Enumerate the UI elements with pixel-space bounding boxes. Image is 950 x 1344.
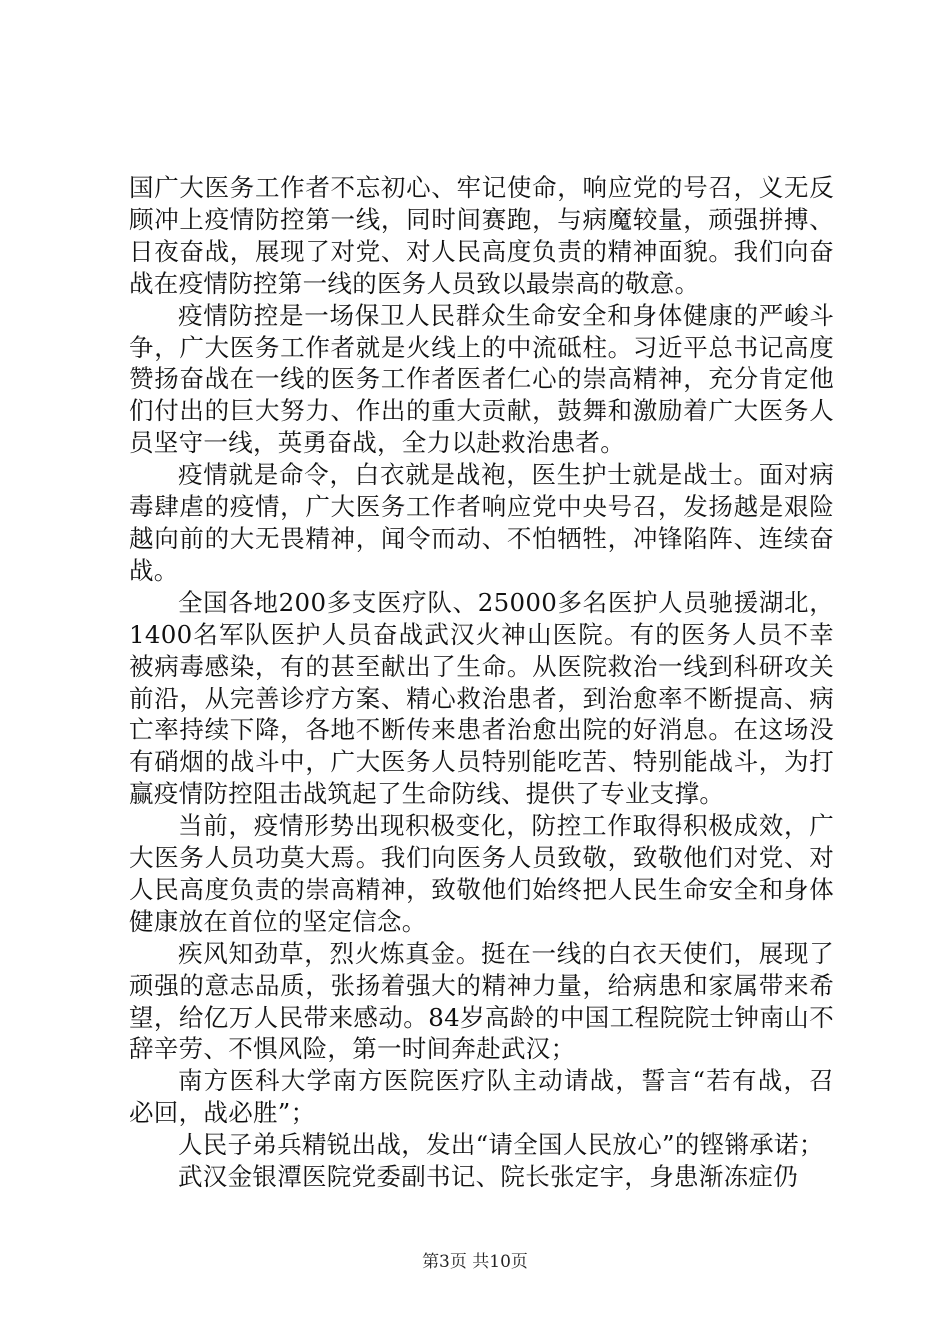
paragraph-9: 武汉金银潭医院党委副书记、院长张定宇，身患渐冻症仍 <box>178 1162 798 1192</box>
paragraph-2: 疫情防控是一场保卫人民群众生命安全和身体健康的严峻斗争，广大医务工作者就是火线上的中流砥柱。习近平总书记高度赞扬奋战在一线的医务工作者医者仁心的崇高精神，充分肯定他们付出的巨大努力、作出的重大贡献，鼓舞和激励着广大医务人员坚守一线，英勇奋战，全力以赴救治患者。 <box>129 300 834 458</box>
page-footer <box>0 1251 950 1273</box>
paragraph-7: 南方医科大学南方医院医疗队主动请战，誓言“若有战，召必回，战必胜”； <box>129 1066 834 1128</box>
paragraph-6: 疾风知劲草，烈火炼真金。挺在一线的白衣天使们，展现了顽强的意志品质，张扬着强大的精神力量，给病患和家属带来希望，给亿万人民带来感动。84岁高龄的中国工程院院士钟南山不辞辛劳、不惧风险，第一时间奔赴武汉； <box>129 938 834 1064</box>
paragraph-1: 国广大医务工作者不忘初心、牢记使命，响应党的号召，义无反顾冲上疫情防控第一线，同时间赛跑，与病魔较量，顽强拼搏、日夜奋战，展现了对党、对人民高度负责的精神面貌。我们向奋战在疫情防控第一线的医务人员致以最崇高的敬意。 <box>129 173 834 298</box>
paragraph-8: 人民子弟兵精锐出战，发出“请全国人民放心”的铿锵承诺； <box>178 1130 824 1160</box>
paragraph-3: 疫情就是命令，白衣就是战袍，医生护士就是战士。面对病毒肆虐的疫情，广大医务工作者响应党中央号召，发扬越是艰险越向前的大无畏精神，闻令而动、不怕牺牲，冲锋陷阵、连续奋战。 <box>129 460 834 585</box>
page-number-label: 第3页 共10页 <box>422 1252 528 1272</box>
document-body <box>129 172 834 1193</box>
paragraph-5: 当前，疫情形势出现积极变化，防控工作取得积极成效，广大医务人员功莫大焉。我们向医务人员致敬，致敬他们对党、对人民高度负责的崇高精神，致敬他们始终把人民生命安全和身体健康放在首位的坚定信念。 <box>129 811 834 936</box>
paragraph-4: 全国各地200多支医疗队、25000多名医护人员驰援湖北，1400名军队医护人员奋战武汉火神山医院。有的医务人员不幸被病毒感染，有的甚至献出了生命。从医院救治一线到科研攻关前沿，从完善诊疗方案、精心救治患者，到治愈率不断提高、病亡率持续下降，各地不断传来患者治愈出院的好消息。在这场没有硝烟的战斗中，广大医务人员特别能吃苦、特别能战斗，为打赢疫情防控阻击战筑起了生命防线、提供了专业支撑。 <box>129 587 834 809</box>
